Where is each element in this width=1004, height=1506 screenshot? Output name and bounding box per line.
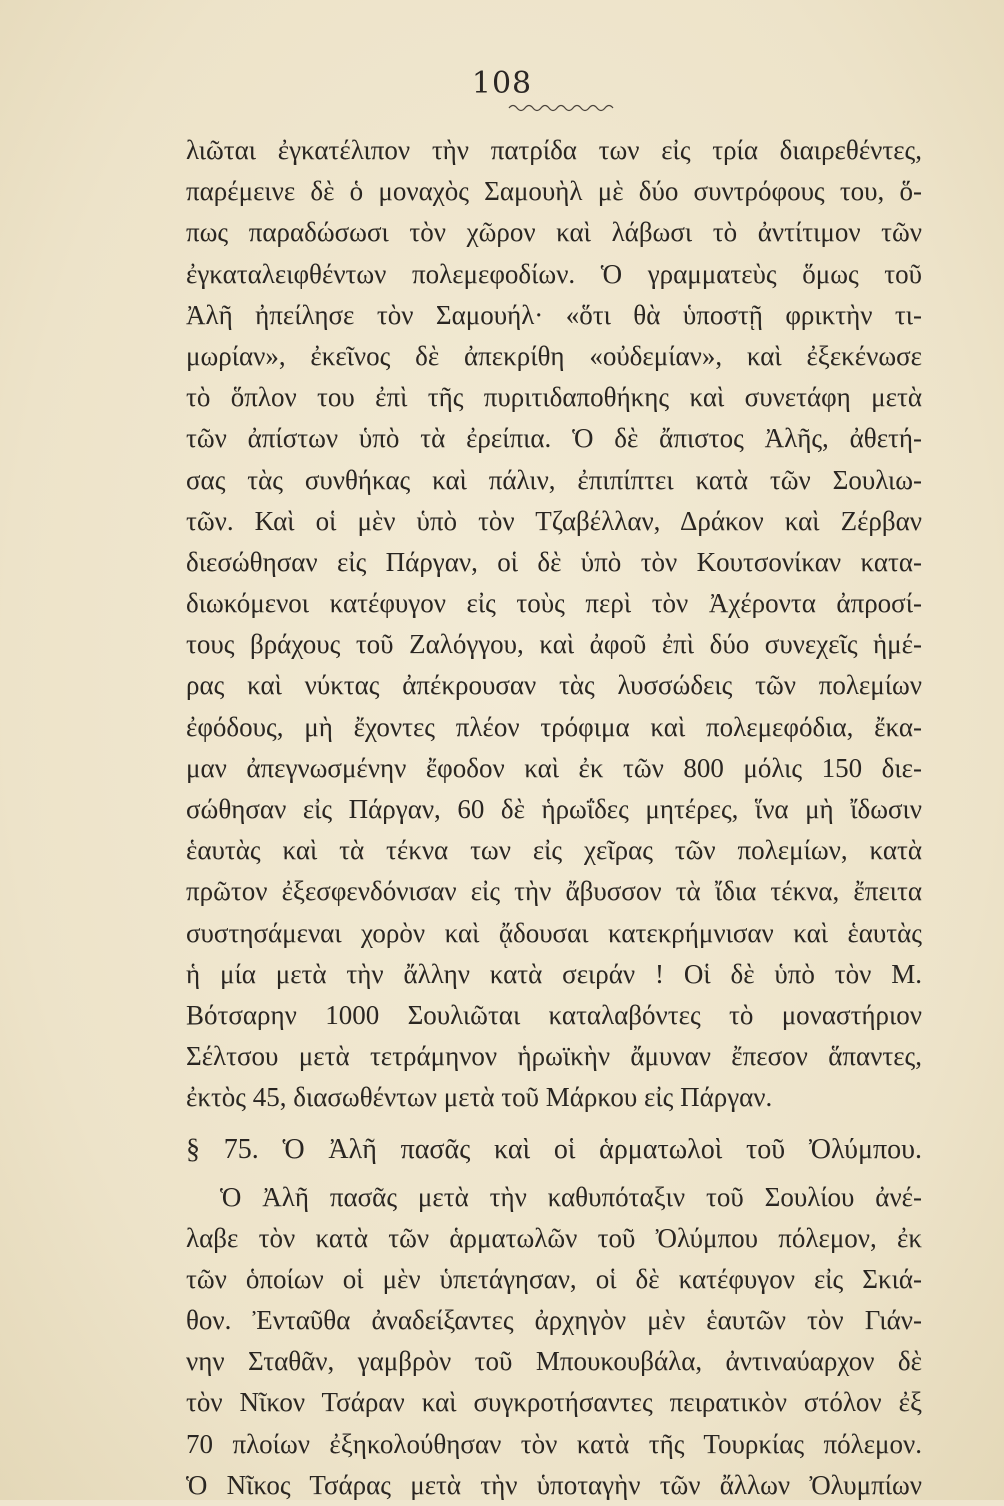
- text-line: τὸν Νῖκον Τσάραν καὶ συγκροτήσαντες πειρατικὸν στόλον ἐξ: [186, 1382, 922, 1423]
- text-line: ἐφόδους, μὴ ἔχοντες πλέον τρόφιμα καὶ πολεμεφόδια, ἔκα-: [186, 707, 922, 748]
- text-line: τῶν. Καὶ οἱ μὲν ὑπὸ τὸν Τζαβέλλαν, Δράκον καὶ Ζέρβαν: [186, 501, 922, 542]
- wavy-rule-ornament: [507, 102, 617, 114]
- text-line: σώθησαν εἰς Πάργαν, 60 δὲ ἡρωΐδες μητέρες, ἵνα μὴ ἴδωσιν: [186, 789, 922, 830]
- body-text: [186, 130, 922, 1506]
- text-line: σας τὰς συνθήκας καὶ πάλιν, ἐπιπίπτει κατὰ τῶν Σουλιω-: [186, 460, 922, 501]
- text-line: τῶν ἀπίστων ὑπὸ τὰ ἐρείπια. Ὁ δὲ ἄπιστος Ἀλῆς, ἀθετή-: [186, 418, 922, 459]
- text-line: παρέμεινε δὲ ὁ μοναχὸς Σαμουὴλ μὲ δύο συντρόφους του, ὅ-: [186, 171, 922, 212]
- text-line: Βότσαρην 1000 Σουλιῶται καταλαβόντες τὸ μοναστήριον: [186, 995, 922, 1036]
- text-line: τῶν ὁποίων οἱ μὲν ὑπετάγησαν, οἱ δὲ κατέφυγον εἰς Σκιά-: [186, 1259, 922, 1300]
- text-line: Σέλτσου μετὰ τετράμηνον ἡρωϊκὴν ἄμυναν ἔπεσον ἅπαντες,: [186, 1036, 922, 1077]
- text-line: λιῶται ἐγκατέλιπον τὴν πατρίδα των εἰς τρία διαιρεθέντες,: [186, 130, 922, 171]
- text-line: λαβε τὸν κατὰ τῶν ἁρματωλῶν τοῦ Ὀλύμπου πόλεμον, ἐκ: [186, 1218, 922, 1259]
- text-line: ἡ μία μετὰ τὴν ἄλλην κατὰ σειράν ! Οἱ δὲ ὑπὸ τὸν Μ.: [186, 954, 922, 995]
- text-line: διωκόμενοι κατέφυγον εἰς τοὺς περὶ τὸν Ἀχέροντα ἀπροσί-: [186, 583, 922, 624]
- text-line: Ὁ Ἀλῆ πασᾶς μετὰ τὴν καθυπόταξιν τοῦ Σουλίου ἀνέ-: [186, 1177, 922, 1218]
- page-number: 108: [0, 66, 1004, 101]
- text-line: θον. Ἐνταῦθα ἀναδείξαντες ἀρχηγὸν μὲν ἑαυτῶν τὸν Γιάν-: [186, 1300, 922, 1341]
- paragraph-2: [186, 1177, 922, 1506]
- text-line: μαν ἀπεγνωσμένην ἔφοδον καὶ ἐκ τῶν 800 μόλις 150 διε-: [186, 748, 922, 789]
- text-line: πως παραδώσωσι τὸν χῶρον καὶ λάβωσι τὸ ἀντίτιμον τῶν: [186, 212, 922, 253]
- text-line: συστησάμεναι χορὸν καὶ ᾄδουσαι κατεκρήμνισαν καὶ ἑαυτὰς: [186, 913, 922, 954]
- text-line: ἐκτὸς 45, διασωθέντων μετὰ τοῦ Μάρκου εἰς Πάργαν.: [186, 1077, 922, 1118]
- paragraph-1: [186, 130, 922, 1119]
- text-line: διεσώθησαν εἰς Πάργαν, οἱ δὲ ὑπὸ τὸν Κουτσονίκαν κατα-: [186, 542, 922, 583]
- text-line: μωρίαν», ἐκεῖνος δὲ ἀπεκρίθη «οὐδεμίαν», καὶ ἐξεκένωσε: [186, 336, 922, 377]
- text-line: πρῶτον ἐξεσφενδόνισαν εἰς τὴν ἄβυσσον τὰ ἴδια τέκνα, ἔπειτα: [186, 871, 922, 912]
- text-line: τὸ ὅπλον του ἐπὶ τῆς πυριτιδαποθήκης καὶ συνετάφη μετὰ: [186, 377, 922, 418]
- text-line: ρας καὶ νύκτας ἀπέκρουσαν τὰς λυσσώδεις τῶν πολεμίων: [186, 665, 922, 706]
- text-line: τους βράχους τοῦ Ζαλόγγου, καὶ ἀφοῦ ἐπὶ δύο συνεχεῖς ἡμέ-: [186, 624, 922, 665]
- text-line: Ὁ Νῖκος Τσάρας μετὰ τὴν ὑποταγὴν τῶν ἄλλων Ὀλυμπίων: [186, 1465, 922, 1506]
- text-line: Ἀλῆ ἠπείλησε τὸν Σαμουήλ· «ὅτι θὰ ὑποστῇ φρικτὴν τι-: [186, 295, 922, 336]
- section-heading: § 75. Ὁ Ἀλῆ πασᾶς καὶ οἱ ἁρματωλοὶ τοῦ Ὀλύμπου.: [186, 1119, 922, 1177]
- text-line: 70 πλοίων ἐξηκολούθησαν τὸν κατὰ τῆς Τουρκίας πόλεμον.: [186, 1424, 922, 1465]
- text-line: νην Σταθᾶν, γαμβρὸν τοῦ Μπουκουβάλα, ἀντιναύαρχον δὲ: [186, 1341, 922, 1382]
- text-line: ἐγκαταλειφθέντων πολεμεφοδίων. Ὁ γραμματεὺς ὅμως τοῦ: [186, 254, 922, 295]
- text-line: ἑαυτὰς καὶ τὰ τέκνα των εἰς χεῖρας τῶν πολεμίων, κατὰ: [186, 830, 922, 871]
